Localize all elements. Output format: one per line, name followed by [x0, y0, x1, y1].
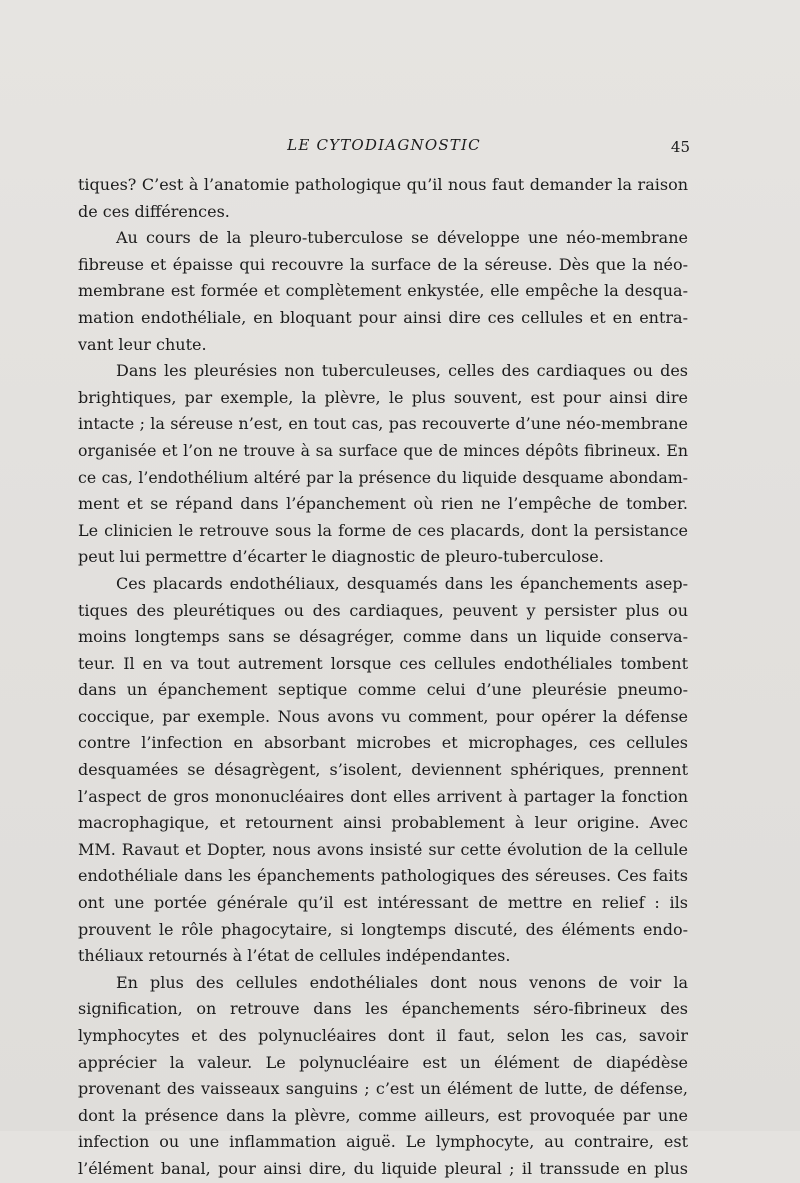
- text-line: de ces différences.: [78, 201, 230, 221]
- text-line: mation endothéliale, en bloquant pour ainsi dire ces cellules et en entra-: [78, 307, 688, 327]
- text-line: fibreuse et épaisse qui recouvre la surface de la séreuse. Dès que la néo-: [78, 254, 688, 274]
- text-line: teur. Il en va tout autrement lorsque ces cellules endothéliales tombent: [78, 653, 688, 673]
- text-line: Dans les pleurésies non tuberculeuses, celles des cardiaques ou des: [116, 361, 688, 381]
- running-header: [78, 136, 690, 158]
- running-title: LE CYTODIAGNOSTIC: [287, 136, 481, 154]
- text-line: théliaux retournés à l’état de cellules indépendantes.: [78, 946, 511, 966]
- body-text: [78, 172, 688, 1183]
- text-line: tiques? C’est à l’anatomie pathologique qu’il nous faut demander la raison: [78, 175, 688, 194]
- text-line: coccique, par exemple. Nous avons vu comment, pour opérer la défense: [78, 706, 688, 726]
- text-line: apprécier la valeur. Le polynucléaire est un élément de diapédèse: [78, 1052, 688, 1072]
- text-line: l’aspect de gros mononucléaires dont elles arrivent à partager la fonction: [78, 786, 688, 806]
- text-line: moins longtemps sans se désagréger, comme dans un liquide conserva-: [78, 627, 688, 647]
- text-line: lymphocytes et des polynucléaires dont il faut, selon les cas, savoir: [78, 1026, 688, 1045]
- text-line: intacte ; la séreuse n’est, en tout cas, pas recouverte d’une néo-membrane: [78, 414, 688, 434]
- text-line: dans un épanchement septique comme celui d’une pleurésie pneumo-: [78, 680, 688, 700]
- text-line: infection ou une inflammation aiguë. Le lymphocyte, au contraire, est: [78, 1132, 688, 1152]
- text-line: prouvent le rôle phagocytaire, si longtemps discuté, des éléments endo-: [78, 919, 688, 939]
- text-line: ment et se répand dans l’épanchement où rien ne l’empêche de tomber.: [78, 494, 688, 514]
- text-line: ont une portée générale qu’il est intéressant de mettre en relief : ils: [78, 893, 688, 913]
- text-line: provenant des vaisseaux sanguins ; c’est un élément de lutte, de défense,: [78, 1079, 688, 1099]
- text-line: tiques des pleurétiques ou des cardiaques, peuvent y persister plus ou: [78, 600, 688, 620]
- text-line: vant leur chute.: [78, 334, 207, 354]
- text-line: Au cours de la pleuro-tuberculose se développe une néo-membrane: [116, 228, 688, 248]
- text-line: Ces placards endothéliaux, desquamés dans les épanchements asep-: [116, 573, 688, 593]
- text-line: l’élément banal, pour ainsi dire, du liquide pleural ; il transsude en plus: [78, 1158, 688, 1178]
- text-line: organisée et l’on ne trouve à sa surface que de minces dépôts fibrineux. En: [78, 440, 688, 460]
- text-line: En plus des cellules endothéliales dont nous venons de voir la: [116, 972, 688, 992]
- text-line: signification, on retrouve dans les épanchements séro-fibrineux des: [78, 999, 688, 1019]
- text-line: Le clinicien le retrouve sous la forme de ces placards, dont la persistance: [78, 520, 688, 540]
- text-line: endothéliale dans les épanchements pathologiques des séreuses. Ces faits: [78, 866, 688, 886]
- text-line: contre l’infection en absorbant microbes et microphages, ces cellules: [78, 733, 688, 753]
- text-line: macrophagique, et retournent ainsi probablement à leur origine. Avec: [78, 813, 688, 833]
- text-line: MM. Ravaut et Dopter, nous avons insisté sur cette évolution de la cellule: [78, 839, 688, 859]
- text-line: peut lui permettre d’écarter le diagnostic de pleuro-tuberculose.: [78, 547, 604, 567]
- text-line: ce cas, l’endothélium altéré par la présence du liquide desquame abondam-: [78, 467, 688, 487]
- text-line: brightiques, par exemple, la plèvre, le plus souvent, est pour ainsi dire: [78, 387, 688, 407]
- text-line: membrane est formée et complètement enkystée, elle empêche la desqua-: [78, 281, 688, 301]
- text-line: desquamées se désagrègent, s’isolent, deviennent sphériques, prennent: [78, 760, 688, 780]
- text-line: dont la présence dans la plèvre, comme ailleurs, est provoquée par une: [78, 1105, 688, 1125]
- page-number: 45: [670, 138, 690, 156]
